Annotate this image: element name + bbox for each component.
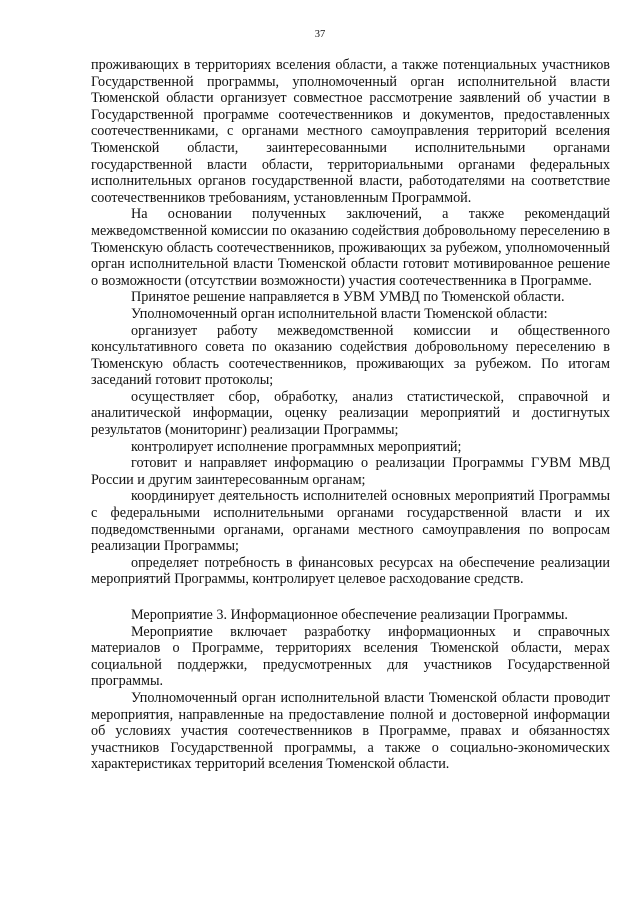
list-item: организует работу межведомственной комиссии и общественного консультативного совета по оказанию содействия добровольному переселению в Тюменскую область соотечественников, проживающих за рубежом. По итогам заседаний готовит протоколы; — [91, 322, 610, 389]
paragraph: Уполномоченный орган исполнительной власти Тюменской области проводит мероприятия, направленные на предоставление полной и достоверной информации об условиях участия соотечественников в Программе, правах и обязанностях участников Государственной программы, а также о социально-экономических характеристиках территорий вселения Тюменской области. — [91, 689, 610, 773]
paragraph: На основании полученных заключений, а также рекомендаций межведомственной комиссии по оказанию содействия добровольному переселению в Тюменскую область соотечественников, проживающих за рубежом, уполномоченный орган исполнительной власти Тюменской области готовит мотивированное решение о возможности (отсутствии возможности) участия соотечественника в Программе. — [91, 206, 610, 289]
page-number: 37 — [314, 29, 326, 40]
list-item: определяет потребность в финансовых ресурсах на обеспечение реализации мероприятий Программы, контролирует целевое расходование средств. — [91, 554, 610, 588]
list-item: осуществляет сбор, обработку, анализ статистической, справочной и аналитической информации, оценку реализации мероприятий и достигнутых результатов (мониторинг) реализации Программы; — [91, 388, 610, 439]
paragraph: проживающих в территориях вселения области, а также потенциальных участников Государственной программы, уполномоченный орган исполнительной власти Тюменской области организует совместное рассмотрение заявлений об участии в Государственной программе соотечественников и документов, предоставленных соотечественниками, с органами местного самоуправления территорий вселения Тюменской области, заинтересованными исполнительными органами государственной власти области, территориальными органами федеральных исполнительных органов государственной власти, работодателями на соответствие соотечественников требованиям, установленным Программой. — [91, 57, 610, 206]
list-item: контролирует исполнение программных мероприятий; — [131, 438, 462, 455]
list-item: координирует деятельность исполнителей основных мероприятий Программы с федеральными исполнительными органами государственной власти и их подведомственными органами, органами местного самоуправления по вопросам реализации Программы; — [91, 488, 610, 555]
paragraph: Мероприятие включает разработку информационных и справочных материалов о Программе, территориях вселения Тюменской области, мерах социальной поддержки, предусмотренных для участников Государственной программы. — [91, 623, 610, 690]
section-spacer — [91, 588, 610, 607]
paragraph: Принятое решение направляется в УВМ УМВД по Тюменской области. — [131, 289, 565, 306]
paragraph: Уполномоченный орган исполнительной власти Тюменской области: — [131, 305, 548, 322]
document-body — [91, 57, 610, 773]
list-item: готовит и направляет информацию о реализации Программы ГУВМ МВД России и другим заинтересованным органам; — [91, 455, 610, 488]
section-heading: Мероприятие 3. Информационное обеспечение реализации Программы. — [131, 607, 568, 623]
